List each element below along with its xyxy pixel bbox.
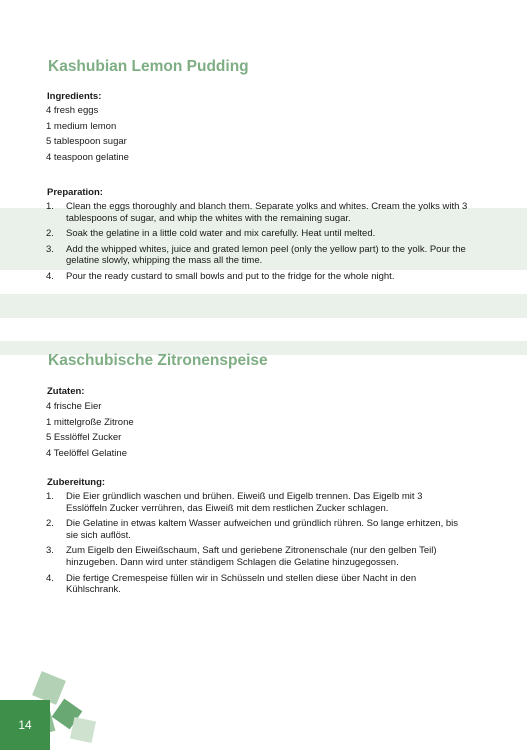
preparation-heading: Preparation: [47, 187, 103, 198]
ingredient-item: 4 fresh eggs [46, 105, 99, 116]
ingredient-item: 5 Esslöffel Zucker [46, 432, 122, 443]
ingredients-heading: Ingredients: [47, 91, 102, 102]
recipe-title: Kaschubische Zitronenspeise [48, 352, 268, 369]
background-band [0, 294, 527, 318]
step-item [46, 518, 466, 541]
step-number: 1. [46, 201, 54, 212]
preparation-heading: Zubereitung: [47, 477, 106, 488]
step-text: Zum Eigelb den Eiweißschaum, Saft und geriebene Zitronenschale (nur den gelben Teil) hinzugeben. Dann wird unter ständigem Schlagen die Gelatine hinzugegossen. [66, 545, 437, 568]
ingredient-item: 4 teaspoon gelatine [46, 151, 129, 163]
page-number: 14 [0, 700, 50, 750]
step-number: 4. [46, 271, 54, 283]
step-item [46, 545, 466, 568]
step-item [46, 201, 476, 224]
recipe-title: Kashubian Lemon Pudding [48, 58, 249, 75]
step-number: 2. [46, 228, 54, 240]
ingredient-item: 4 frische Eier [46, 401, 102, 412]
step-item [46, 491, 466, 514]
preparation-steps [46, 201, 476, 287]
ingredient-item: 1 medium lemon [46, 120, 117, 132]
step-number: 2. [46, 518, 54, 530]
step-item [46, 228, 476, 240]
step-number: 3. [46, 243, 54, 255]
preparation-steps [46, 491, 466, 600]
step-text: Pour the ready custard to small bowls and put to the fridge for the whole night. [66, 271, 395, 283]
ingredients-heading: Zutaten: [47, 386, 85, 397]
step-text: Clean the eggs thoroughly and blanch them. Separate yolks and whites. Cream the yolks with 3 tablespoons of sugar, and whip the whites with the remaining sugar. [66, 201, 468, 224]
step-text: Add the whipped whites, juice and grated lemon peel (only the yellow part) to the yolk. Pour the gelatine slowly, whipping the mass all the time. [66, 243, 466, 267]
step-text: Die Gelatine in etwas kaltem Wasser aufweichen und gründlich rühren. So lange erhitzen, bis sie sich auflöst. [66, 518, 458, 541]
step-text: Die Eier gründlich waschen und brühen. Eiweiß und Eigelb trennen. Das Eigelb mit 3 Esslöffeln Zucker verrühren, das Eiweiß mit dem restlichen Zucker schlagen. [66, 491, 423, 514]
step-number: 3. [46, 545, 54, 557]
ingredient-item: 1 mittelgroße Zitrone [46, 416, 134, 428]
step-number: 4. [46, 572, 54, 584]
ingredient-item: 5 tablespoon sugar [46, 136, 127, 147]
step-item [46, 573, 466, 596]
step-item [46, 271, 476, 283]
step-item [46, 244, 476, 267]
ingredient-item: 4 Teelöffel Gelatine [46, 447, 127, 459]
step-number: 1. [46, 491, 54, 502]
ingredients-list [46, 103, 129, 165]
ingredients-list [46, 399, 134, 461]
step-text: Soak the gelatine in a little cold water and mix carefully. Heat until melted. [66, 228, 376, 240]
step-text: Die fertige Cremespeise füllen wir in Schüsseln und stellen diese über Nacht in den Kühlschrank. [66, 572, 417, 596]
